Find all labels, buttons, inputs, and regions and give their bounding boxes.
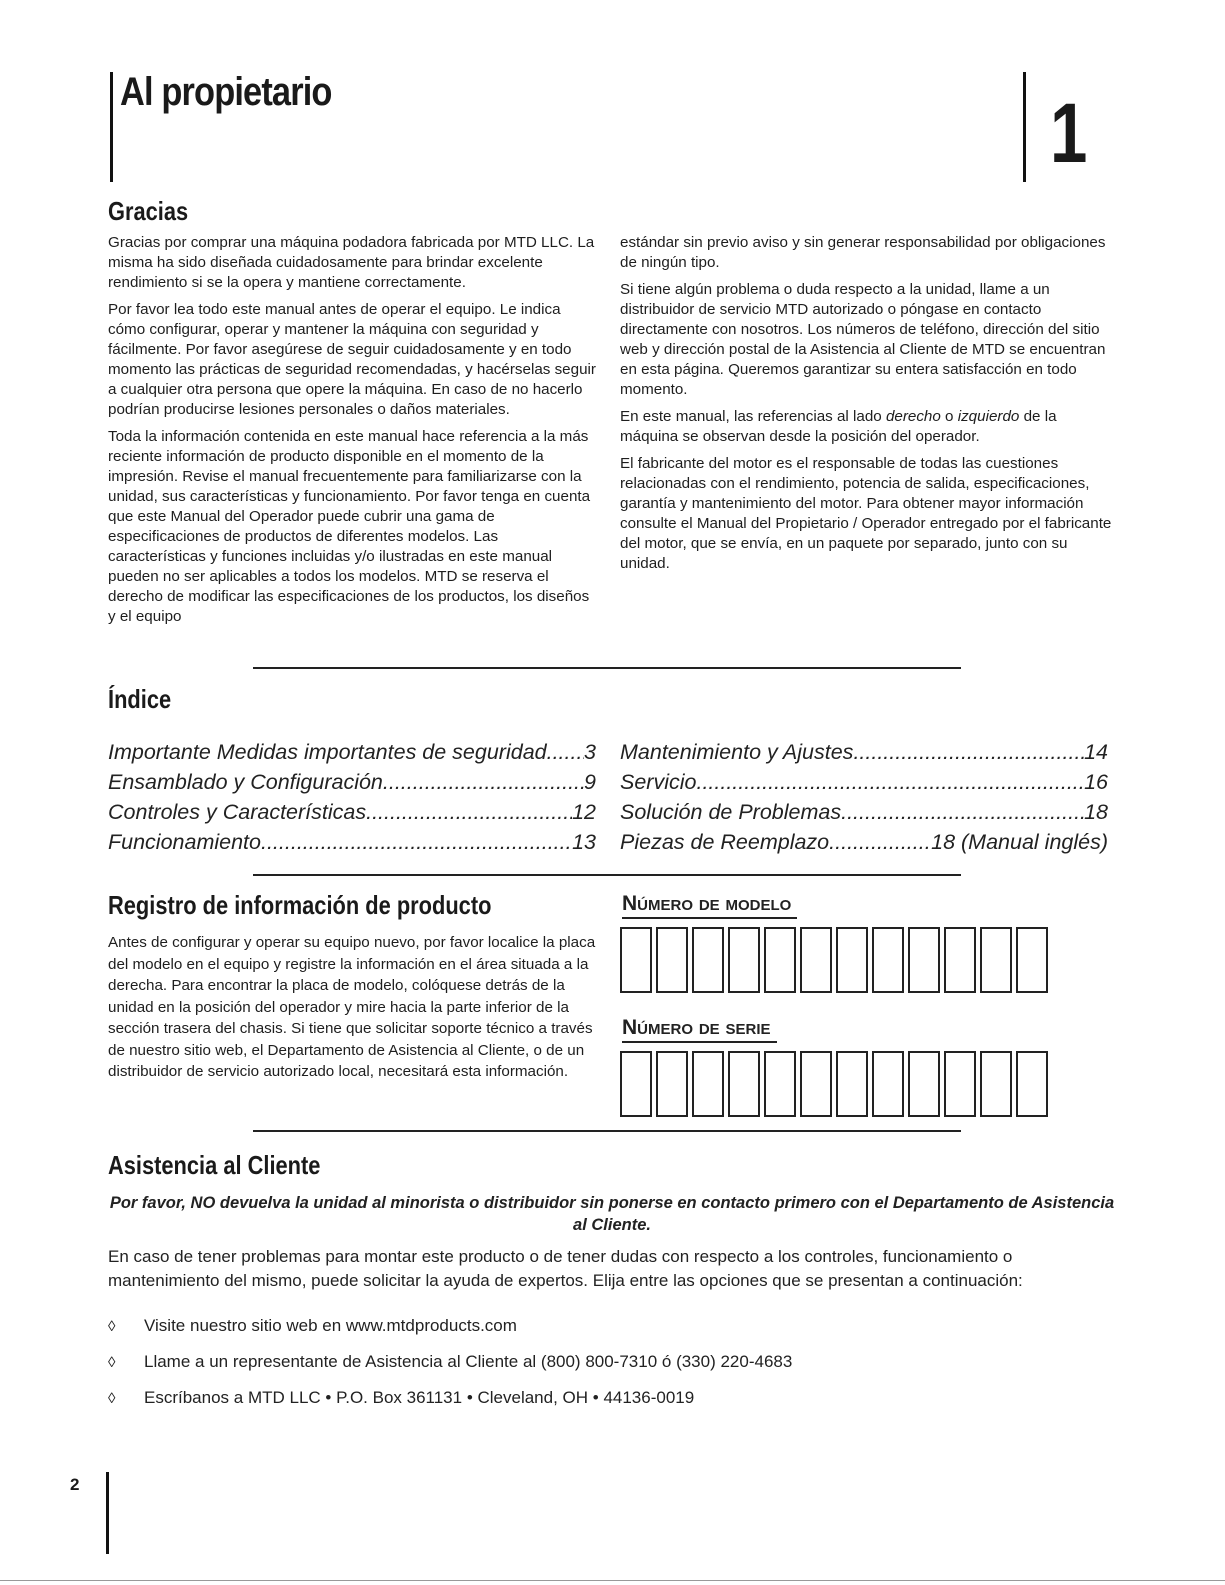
- serial-digit-box[interactable]: [656, 1051, 688, 1117]
- text-run: de la máquina se observan desde la posición del operador.: [620, 408, 1057, 445]
- model-digit-box[interactable]: [728, 927, 760, 993]
- text-run: o: [940, 408, 958, 425]
- toc-leader: [829, 827, 931, 857]
- gracias-paragraph: [620, 407, 1115, 447]
- toc-leader: [366, 797, 572, 827]
- toc-leader: [696, 767, 1084, 797]
- toc-label: Solución de Problemas: [620, 800, 842, 824]
- contact-phone: Llame a un representante de Asistencia al Cliente al (800) 800-7310 ó (330) 220-4683: [144, 1352, 793, 1371]
- toc-leader: [261, 827, 572, 857]
- gracias-paragraph: Si tiene algún problema o duda respecto a la unidad, llame a un distribuidor de servicio MTD autorizado o póngase en contacto directamente con nosotros. Los números de teléfono, dirección del sitio web y dirección postal de la Asistencia al Cliente de MTD se encuentran en esta página. Queremos garantizar su entera satisfacción en todo momento.: [620, 281, 1106, 398]
- toc-right-column: [620, 737, 1108, 857]
- registro-text: Antes de configurar y operar su equipo nuevo, por favor localice la placa del modelo en el equipo y registre la información en el área situada a la derecha. Para encontrar la placa de modelo, colóquese detrás de la unidad en la posición del operador y mire hacia la parte inferior de la sección trasera del chasis. Si tiene que solicitar soporte técnico a través de nuestro sitio web, el Departamento de Asistencia al Cliente, o de un distribuidor de servicio autorizado local, necesitará esta información.: [108, 934, 596, 1080]
- list-item: [108, 1308, 1108, 1344]
- serial-digit-box[interactable]: [836, 1051, 868, 1117]
- header-left-bar: [110, 72, 113, 182]
- gracias-left-column: [108, 233, 598, 634]
- text-derecho: derecho: [885, 408, 941, 425]
- diamond-bullet-icon: ◊: [108, 1317, 116, 1335]
- toc-entry[interactable]: [108, 737, 596, 767]
- toc-entry[interactable]: [108, 767, 596, 797]
- serial-number-boxes[interactable]: [620, 1051, 1048, 1117]
- serial-digit-box[interactable]: [620, 1051, 652, 1117]
- model-number-boxes[interactable]: [620, 927, 1048, 993]
- section-divider: [253, 874, 961, 876]
- toc-page: 16: [1084, 770, 1108, 794]
- serial-number-heading: Número de serie: [622, 1016, 777, 1043]
- gracias-paragraph: Toda la información contenida en este manual hace referencia a la más reciente información de producto disponible en el momento de la impresión. Revise el manual frecuentemente para familiarizarse con la unidad, sus características y funcionamiento. Por favor tenga en cuenta que este Manual del Operador puede cubrir una gama de especificaciones de productos de diferentes modelos. Las características y funciones incluidas y/o ilustradas en este manual pueden no ser aplicables a todos los modelos. MTD se reserva el derecho de modificar las especificaciones de los productos, los diseños y el equipo: [108, 428, 591, 625]
- toc-page: 18: [1084, 800, 1108, 824]
- page-number: 2: [70, 1475, 80, 1494]
- serial-digit-box[interactable]: [872, 1051, 904, 1117]
- serial-digit-box[interactable]: [800, 1051, 832, 1117]
- serial-digit-box[interactable]: [980, 1051, 1012, 1117]
- model-digit-box[interactable]: [908, 927, 940, 993]
- footer-bar: [106, 1472, 109, 1554]
- model-digit-box[interactable]: [692, 927, 724, 993]
- asistencia-intro: En caso de tener problemas para montar este producto o de tener dudas con respecto a los controles, funcionamiento o mantenimiento del mismo, puede solicitar la ayuda de expertos. Elija entre las opciones que se presentan a continuación:: [108, 1247, 1023, 1290]
- toc-entry[interactable]: [108, 827, 596, 857]
- model-number-heading: Número de modelo: [622, 892, 797, 919]
- toc-page: 14: [1084, 740, 1108, 764]
- toc-entry[interactable]: [620, 767, 1108, 797]
- gracias-heading: Gracias: [108, 196, 189, 226]
- contact-mail: Escríbanos a MTD LLC • P.O. Box 361131 • Cleveland, OH • 44136-0019: [144, 1388, 695, 1407]
- section-divider: [253, 667, 961, 669]
- toc-page: 18 (Manual inglés): [931, 830, 1108, 854]
- serial-digit-box[interactable]: [908, 1051, 940, 1117]
- contact-website[interactable]: Visite nuestro sitio web en www.mtdproducts.com: [144, 1316, 517, 1335]
- toc-page: 12: [572, 800, 596, 824]
- chapter-number: 1: [1050, 86, 1088, 180]
- toc-leader: [547, 737, 584, 767]
- list-item: [108, 1344, 1108, 1380]
- toc-label: Servicio: [620, 770, 697, 794]
- serial-digit-box[interactable]: [1016, 1051, 1048, 1117]
- diamond-bullet-icon: ◊: [108, 1389, 116, 1407]
- gracias-paragraph: Gracias por comprar una máquina podadora fabricada por MTD LLC. La misma ha sido diseñada cuidadosamente para brindar excelente rendimiento si se la opera y mantiene correctamente.: [108, 234, 595, 291]
- page-edge-line: [0, 1580, 1225, 1581]
- toc-entry[interactable]: [620, 737, 1108, 767]
- asistencia-heading: Asistencia al Cliente: [108, 1150, 321, 1180]
- model-digit-box[interactable]: [800, 927, 832, 993]
- gracias-paragraph: El fabricante del motor es el responsable de todas las cuestiones relacionadas con el rendimiento, potencia de salida, especificaciones, garantía y mantenimiento del motor. Para obtener mayor información consulte el Manual del Propietario / Operador entregado por el fabricante del motor, que se envía, en un paquete por separado, junto con su unidad.: [620, 455, 1112, 572]
- text-run: En este manual, las referencias al lado: [620, 408, 886, 425]
- toc-left-column: [108, 737, 596, 857]
- toc-leader: [853, 737, 1084, 767]
- contact-options-list: [108, 1308, 1108, 1416]
- toc-label: Importante Medidas importantes de seguridad: [108, 740, 547, 764]
- model-digit-box[interactable]: [944, 927, 976, 993]
- toc-leader: [383, 767, 584, 797]
- diamond-bullet-icon: ◊: [108, 1353, 116, 1371]
- toc-label: Controles y Características: [108, 800, 367, 824]
- registro-heading: Registro de información de producto: [108, 890, 492, 920]
- section-divider: [253, 1130, 961, 1132]
- serial-number-label: [622, 1016, 777, 1043]
- model-digit-box[interactable]: [1016, 927, 1048, 993]
- list-item: [108, 1380, 1108, 1416]
- toc-leader: [841, 797, 1084, 827]
- gracias-right-column: [620, 233, 1115, 581]
- toc-entry[interactable]: [620, 827, 1108, 857]
- header-right-bar: [1023, 72, 1026, 182]
- gracias-paragraph: Por favor lea todo este manual antes de operar el equipo. Le indica cómo configurar, operar y mantener la máquina con seguridad y fácilmente. Por favor asegúrese de seguir cuidadosamente y en todo momento las prácticas de seguridad recomendadas, y hacérselas seguir a cualquier otra persona que opere la máquina. En caso de no hacerlo podrían producirse lesiones personales o daños materiales.: [108, 301, 596, 418]
- model-digit-box[interactable]: [980, 927, 1012, 993]
- toc-label: Funcionamiento: [108, 830, 261, 854]
- toc-page: 9: [584, 770, 596, 794]
- toc-page: 13: [572, 830, 596, 854]
- toc-entry[interactable]: [620, 797, 1108, 827]
- model-number-label: [622, 892, 797, 919]
- serial-digit-box[interactable]: [944, 1051, 976, 1117]
- gracias-paragraph: estándar sin previo aviso y sin generar responsabilidad por obligaciones de ningún tipo.: [620, 234, 1106, 271]
- serial-digit-box[interactable]: [764, 1051, 796, 1117]
- toc-label: Ensamblado y Configuración: [108, 770, 383, 794]
- model-digit-box[interactable]: [836, 927, 868, 993]
- page-title: Al propietario: [120, 70, 332, 114]
- model-digit-box[interactable]: [620, 927, 652, 993]
- model-digit-box[interactable]: [656, 927, 688, 993]
- toc-page: 3: [584, 740, 596, 764]
- model-digit-box[interactable]: [764, 927, 796, 993]
- text-izquierdo: izquierdo: [957, 408, 1020, 425]
- indice-heading: Índice: [108, 684, 172, 714]
- serial-digit-box[interactable]: [692, 1051, 724, 1117]
- model-digit-box[interactable]: [872, 927, 904, 993]
- toc-label: Piezas de Reemplazo: [620, 830, 830, 854]
- toc-label: Mantenimiento y Ajustes: [620, 740, 854, 764]
- serial-digit-box[interactable]: [728, 1051, 760, 1117]
- return-notice: Por favor, NO devuelva la unidad al minorista o distribuidor sin ponerse en contacto primero con el Departamento de Asistencia al Cliente.: [109, 1194, 1115, 1234]
- toc-entry[interactable]: [108, 797, 596, 827]
